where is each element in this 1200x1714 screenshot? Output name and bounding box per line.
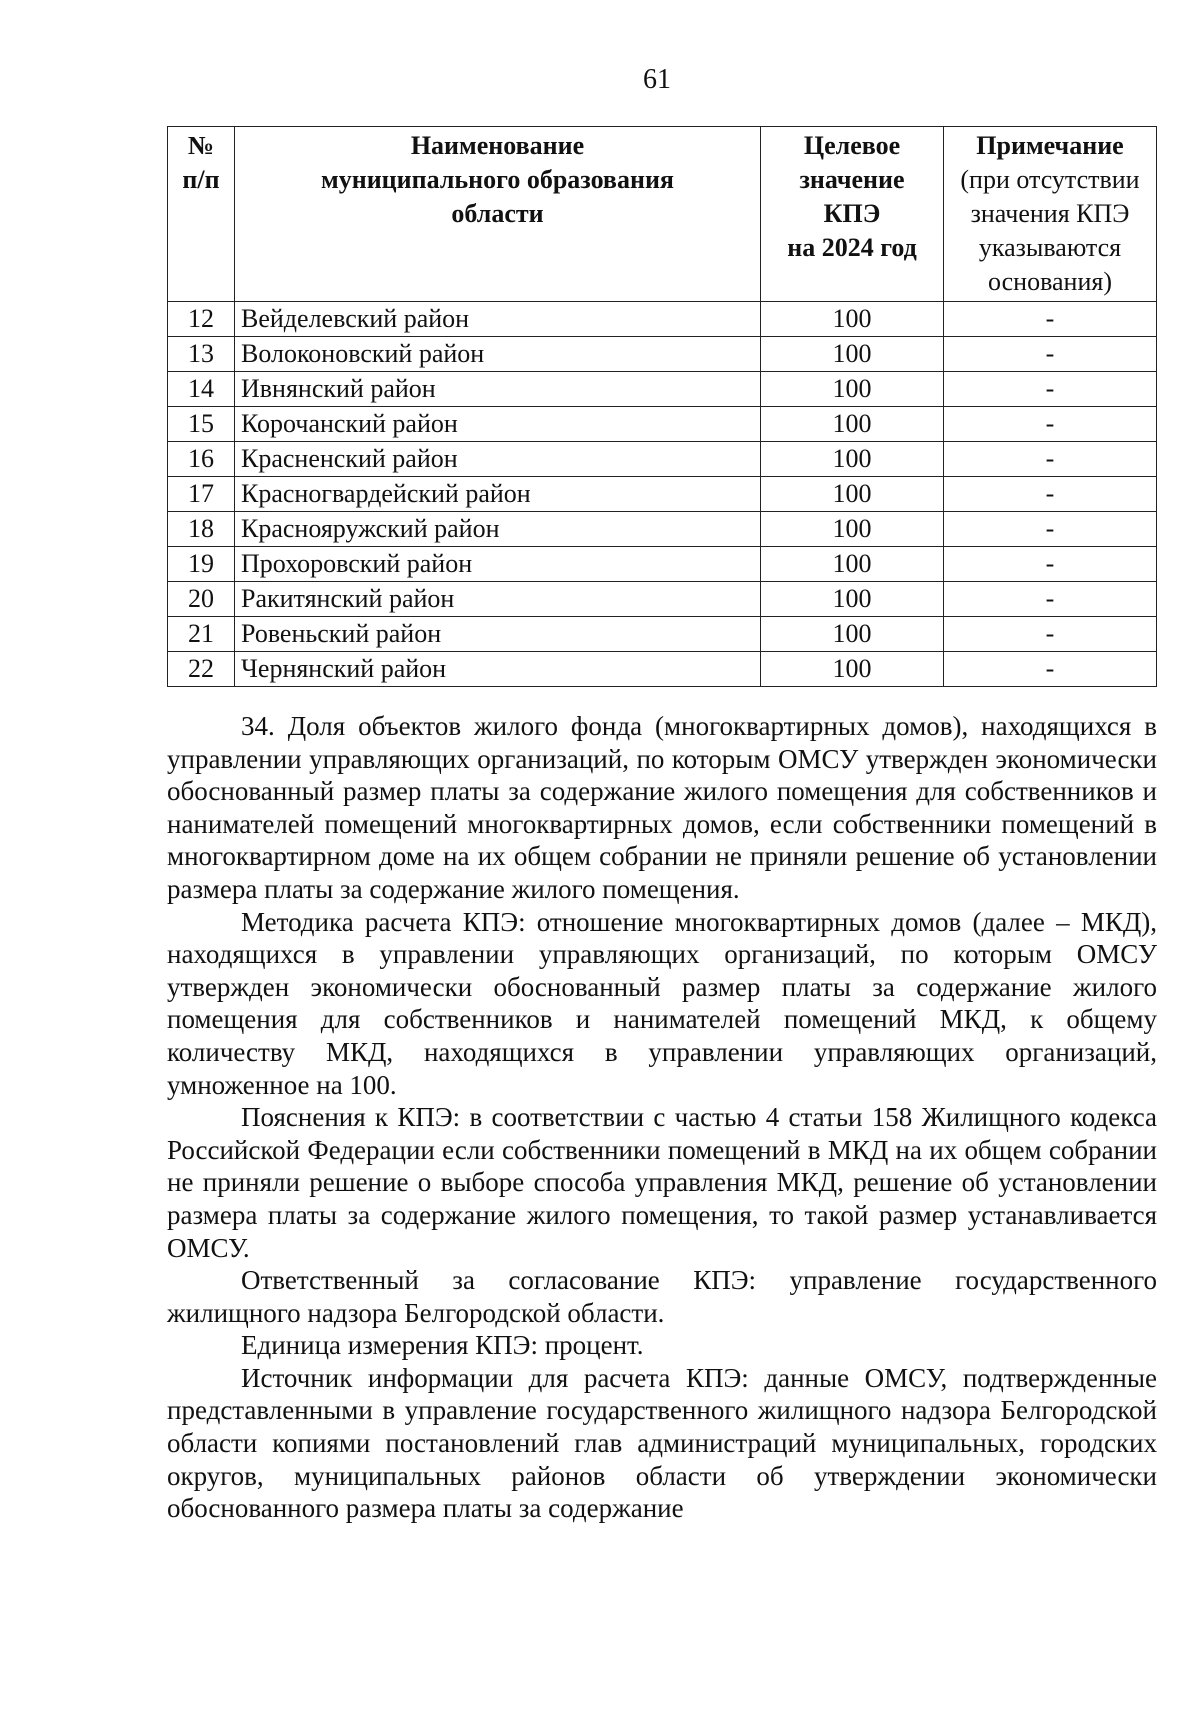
paragraph-responsible: Ответственный за согласование КПЭ: управление государственного жилищного надзора Белгородской области. [167,1265,1157,1328]
row-name: Корочанский район [235,407,761,442]
header-note [944,127,1157,302]
row-number: 19 [168,547,235,582]
table-row [168,442,1157,477]
row-number: 13 [168,337,235,372]
header-name-label: Наименование муниципального образования области [321,131,674,228]
row-number: 17 [168,477,235,512]
row-note: - [944,512,1157,547]
row-value: 100 [761,372,944,407]
row-note: - [944,477,1157,512]
header-value-label: Целевое значение КПЭ на 2024 год [787,131,917,262]
row-note: - [944,442,1157,477]
row-number: 16 [168,442,235,477]
table-row [168,372,1157,407]
row-note: - [944,302,1157,337]
row-number: 21 [168,617,235,652]
row-value: 100 [761,582,944,617]
header-value [761,127,944,302]
row-note: - [944,337,1157,372]
row-name: Красненский район [235,442,761,477]
row-value: 100 [761,302,944,337]
header-number-label: № п/п [182,131,220,194]
row-number: 14 [168,372,235,407]
kpe-table-container [167,126,1157,687]
row-note: - [944,617,1157,652]
table-row [168,302,1157,337]
table-body [168,302,1157,687]
row-name: Ракитянский район [235,582,761,617]
row-value: 100 [761,442,944,477]
table-row [168,337,1157,372]
row-number: 20 [168,582,235,617]
row-value: 100 [761,547,944,582]
row-number: 22 [168,652,235,687]
row-name: Прохоровский район [235,547,761,582]
row-value: 100 [761,477,944,512]
table-header-row [168,127,1157,302]
header-note-title: Примечание [976,131,1124,160]
row-value: 100 [761,407,944,442]
row-name: Чернянский район [235,652,761,687]
table-row [168,617,1157,652]
table-row [168,512,1157,547]
paragraph-source: Источник информации для расчета КПЭ: данные ОМСУ, подтвержденные представленными в управление государственного жилищного надзора Белгородской области копиями постановлений глав администраций муниципальных, городских округов, муниципальных районов области об утверждении экономически обоснованного размера платы за содержание [167,1362,1157,1524]
paragraph-unit: Единица измерения КПЭ: процент. [241,1330,644,1361]
header-number [168,127,235,302]
header-note-subtitle: (при отсутствии значения КПЭ указываются основания) [960,165,1140,296]
row-number: 18 [168,512,235,547]
table-row [168,407,1157,442]
row-value: 100 [761,652,944,687]
row-note: - [944,547,1157,582]
row-note: - [944,582,1157,617]
row-number: 15 [168,407,235,442]
row-name: Ровеньский район [235,617,761,652]
row-value: 100 [761,337,944,372]
row-note: - [944,652,1157,687]
row-name: Волоконовский район [235,337,761,372]
row-number: 12 [168,302,235,337]
table-row [168,582,1157,617]
row-note: - [944,372,1157,407]
body-text [167,710,1157,1525]
row-name: Краснояружский район [235,512,761,547]
row-name: Красногвардейский район [235,477,761,512]
table-row [168,477,1157,512]
row-note: - [944,407,1157,442]
row-value: 100 [761,617,944,652]
row-name: Вейделевский район [235,302,761,337]
page-number: 61 [643,64,671,95]
paragraph-explanation: Пояснения к КПЭ: в соответствии с частью 4 статьи 158 Жилищного кодекса Российской Федерации если собственники помещений в МКД на их общем собрании не приняли решение о выборе способа управления МКД, решение об установлении размера платы за содержание жилого помещения, то такой размер устанавливается ОМСУ. [167,1102,1157,1263]
paragraph-methodology: Методика расчета КПЭ: отношение многоквартирных домов (далее – МКД), находящихся в управлении управляющих организаций, по которым ОМСУ утвержден экономически обоснованный размер платы за содержание жилого помещения для собственников и нанимателей помещений МКД, к общему количеству МКД, находящихся в управлении управляющих организаций, умноженное на 100. [167,906,1157,1100]
row-value: 100 [761,512,944,547]
table-row [168,652,1157,687]
paragraph-kpe-34-title: 34. Доля объектов жилого фонда (многоквартирных домов), находящихся в управлении управляющих организаций, по которым ОМСУ утвержден экономически обоснованный размер платы за содержание жилого помещения для собственников и нанимателей помещений многоквартирных домов, если собственники помещений в многоквартирном доме на их общем собрании не приняли решение об установлении размера платы за содержание жилого помещения. [167,711,1157,904]
table-row [168,547,1157,582]
kpe-table [167,126,1157,687]
header-name [235,127,761,302]
row-name: Ивнянский район [235,372,761,407]
